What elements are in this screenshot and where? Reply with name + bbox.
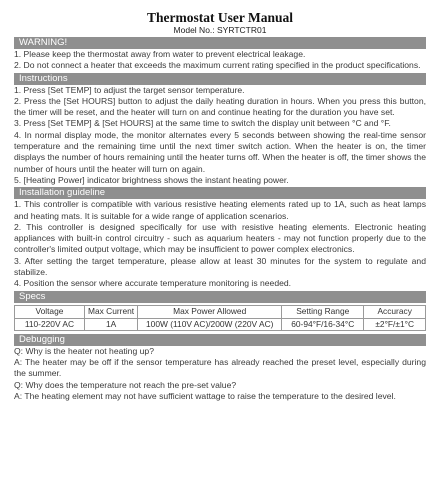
installation-item-4: 4. Position the sensor where accurate temperature monitoring is needed.: [14, 278, 292, 289]
instruction-item-1: 1. Press [Set TEMP] to adjust the target sensor temperature.: [14, 84, 245, 95]
specs-header-accuracy: Accuracy: [364, 305, 426, 318]
instruction-item-3: 3. Press [Set TEMP] & [Set HOURS] at the same time to switch the display unit between °C and °F.: [14, 118, 391, 129]
installation-item-2: 2. This controller is designed specifically for use with resistive heating elements. Electronic heating appliances with built-in control circuitry - such as aquarium heaters - may not function properly due to the controller's limited output voltage, which may be insufficient to power complex electronics.: [14, 221, 426, 255]
debugging-question-1: Q: Why is the heater not heating up?: [14, 345, 154, 356]
debugging-answer-2: A: The heating element may not have sufficient wattage to raise the temperature to the desired level.: [14, 390, 396, 401]
specs-value-setting-range: 60-94°F/16-34°C: [282, 318, 364, 330]
specs-value-row: [15, 318, 426, 330]
warning-item-1: 1. Please keep the thermostat away from water to prevent electrical leakage.: [14, 49, 306, 59]
instructions-heading: Instructions: [14, 73, 426, 85]
debugging-heading: Debugging: [14, 334, 426, 346]
installation-item-3: 3. After setting the target temperature, please allow at least 30 minutes for the system to regulate and stabilize.: [14, 255, 426, 278]
specs-header-voltage: Voltage: [15, 305, 85, 318]
document-title: Thermostat User Manual: [147, 10, 293, 25]
debugging-section: [14, 334, 426, 402]
instructions-section: [14, 73, 426, 187]
warning-heading: WARNING!: [14, 37, 426, 49]
specs-heading: Specs: [14, 291, 426, 303]
specs-value-voltage: 110-220V AC: [15, 318, 85, 330]
specs-header-max-power: Max Power Allowed: [138, 305, 282, 318]
debugging-answer-1: A: The heater may be off if the sensor temperature has already reached the preset level, especially during the summer.: [14, 356, 426, 379]
warning-section: [14, 37, 426, 72]
specs-value-accuracy: ±2°F/±1°C: [364, 318, 426, 330]
installation-section: [14, 187, 426, 289]
warning-item-2: 2. Do not connect a heater that exceeds the maximum current rating specified in the product specifications.: [14, 60, 421, 71]
specs-header-max-current: Max Current: [84, 305, 137, 318]
specs-value-max-power: 100W (110V AC)/200W (220V AC): [138, 318, 282, 330]
debugging-question-2: Q: Why does the temperature not reach the pre-set value?: [14, 379, 237, 390]
specs-table: [14, 305, 426, 331]
specs-value-max-current: 1A: [84, 318, 137, 330]
model-number: Model No.: SYRTCTR01: [173, 25, 267, 35]
specs-header-setting-range: Setting Range: [282, 305, 364, 318]
installation-heading: Installation guideline: [14, 187, 426, 199]
specs-section: [14, 291, 426, 331]
instruction-item-4: 4. In normal display mode, the monitor alternates every 5 seconds between showing the real-time sensor temperature and the remaining time until the next timer switch action. When the heater is on, the timer displays the number of hours remaining until the heater turns off. When the heater is off, the timer shows the number of hours until the heater will turn on again.: [14, 129, 426, 174]
installation-item-1: 1. This controller is compatible with various resistive heating elements rated up to 1A, such as heat lamps and heating mats. It is suitable for a wide range of application scenarios.: [14, 199, 426, 221]
instruction-item-5: 5. [Heating Power] indicator brightness shows the instant heating power.: [14, 174, 289, 185]
instruction-item-2: 2. Press the [Set HOURS] button to adjust the daily heating duration in hours. When you press this button, the timer will be reset, and the heater will turn on and continue heating for the duration you have set.: [14, 95, 426, 118]
specs-header-row: [15, 305, 426, 318]
